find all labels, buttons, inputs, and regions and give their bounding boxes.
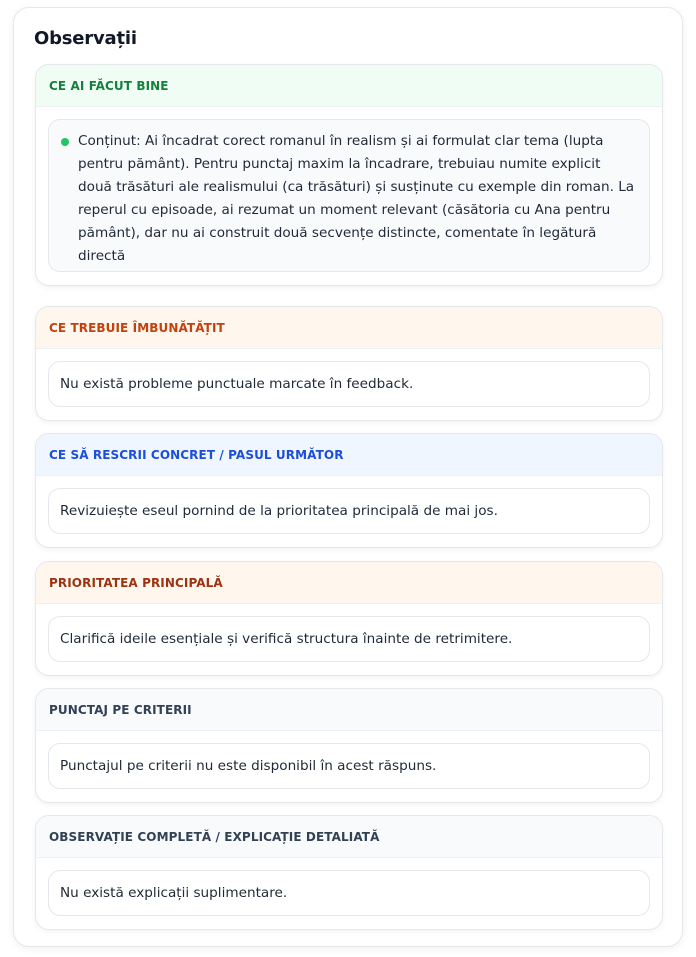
observations-panel <box>13 7 683 947</box>
section-good-box <box>48 119 650 272</box>
section-full-observation-heading: OBSERVAȚIE COMPLETĂ / EXPLICAȚIE DETALIATĂ <box>36 816 662 858</box>
section-priority-text: Clarifică ideile esențiale și verifică structura înainte de retrimitere. <box>48 616 650 662</box>
section-improve-text: Nu există probleme punctuale marcate în feedback. <box>48 361 650 407</box>
section-good <box>35 64 663 286</box>
section-improve <box>35 306 663 421</box>
section-criteria-score-text: Punctajul pe criterii nu este disponibil în acest răspuns. <box>48 743 650 789</box>
section-improve-heading: CE TREBUIE ÎMBUNĂTĂȚIT <box>36 307 662 349</box>
list-item <box>61 130 637 268</box>
section-full-observation <box>35 815 663 930</box>
panel-title: Observații <box>34 28 137 49</box>
list-item-text: Conținut: Ai încadrat corect romanul în realism și ai formulat clar tema (lupta pentru pământ). Pentru punctaj maxim la încadrare, trebuiau numite explicit două trăsături ale realismului (ca trăsături) și susținute cu exemple din roman. La reperul cu episoade, ai rezumat un moment relevant (căsătoria cu Ana pentru pământ), dar nu ai construit două secvențe distincte, comentate în legătură directă <box>78 133 635 264</box>
section-criteria-score <box>35 688 663 803</box>
section-priority <box>35 561 663 676</box>
section-next-step-text: Revizuiește eseul pornind de la prioritatea principală de mai jos. <box>48 488 650 534</box>
section-next-step-heading: CE SĂ RESCRII CONCRET / PASUL URMĂTOR <box>36 434 662 476</box>
section-priority-heading: PRIORITATEA PRINCIPALĂ <box>36 562 662 604</box>
section-next-step <box>35 433 663 548</box>
section-full-observation-text: Nu există explicații suplimentare. <box>48 870 650 916</box>
section-good-heading: CE AI FĂCUT BINE <box>36 65 662 107</box>
section-criteria-score-heading: PUNCTAJ PE CRITERII <box>36 689 662 731</box>
bullet-dot-icon <box>61 138 69 146</box>
